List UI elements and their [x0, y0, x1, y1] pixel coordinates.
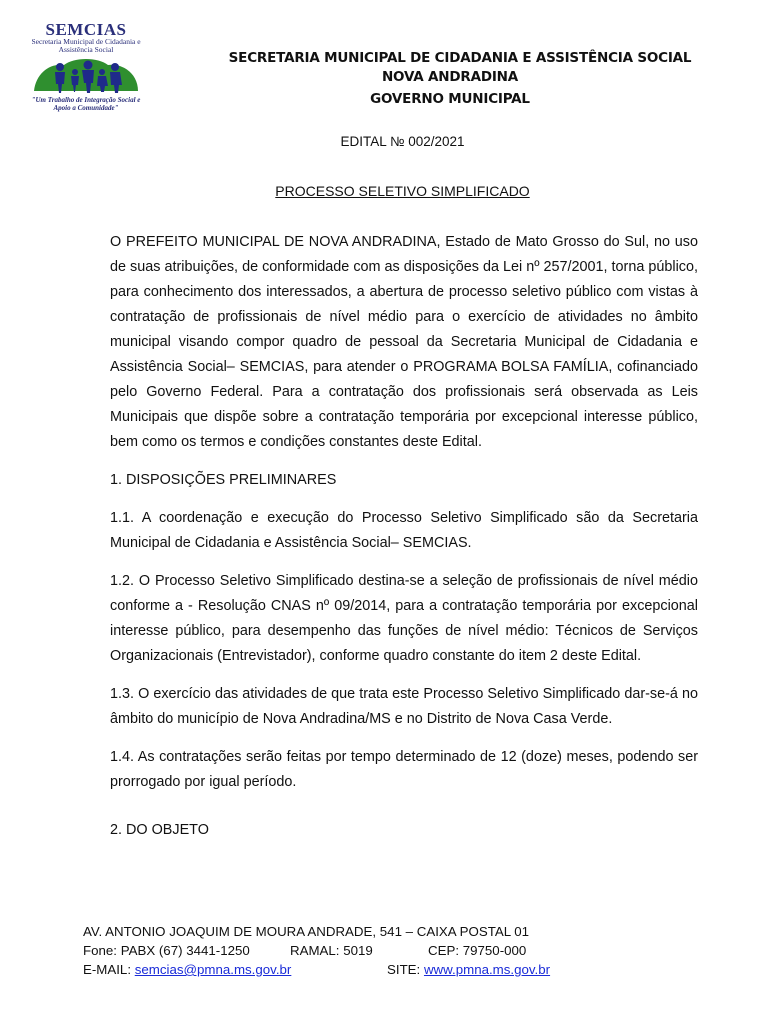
item-1-4: 1.4. As contratações serão feitas por tempo determinado de 12 (doze) meses, podendo ser prorrogado por igual período.: [110, 749, 698, 790]
family-emblem-icon: [30, 53, 142, 97]
item-1-3: 1.3. O exercício das atividades de que trata este Processo Seletivo Simplificado dar-se-á no âmbito do município de Nova Andradina/MS e no Distrito de Nova Casa Verde.: [110, 686, 698, 727]
footer-phone: Fone: PABX (67) 3441-1250: [83, 943, 250, 958]
intro-paragraph: O PREFEITO MUNICIPAL DE NOVA ANDRADINA, Estado de Mato Grosso do Sul, no uso de suas atribuições, de conformidade com as disposições da Lei nº 257/2001, torna público, para conhecimento dos interessados, a abertura de processo seletivo público com vistas à contratação de profissionais de nível médio para o exercício de atividades no âmbito municipal visando compor quadro de pessoal da Secretaria Municipal de Cidadania e Assistência Social– SEMCIAS, para atender o PROGRAMA BOLSA FAMÍLIA, cofinanciado pelo Governo Federal. Para a contratação dos profissionais será observada as Leis Municipais que dispõe sobre a contratação temporária por excepcional interesse público, bem como os termos e condições constantes deste Edital.: [110, 234, 698, 450]
item-1-1: 1.1. A coordenação e execução do Processo Seletivo Simplificado são da Secretaria Municipal de Cidadania e Assistência Social– SEMCIAS.: [110, 510, 698, 551]
footer-email-link[interactable]: semcias@pmna.ms.gov.br: [134, 962, 292, 977]
process-title: PROCESSO SELETIVO SIMPLIFICADO: [275, 183, 530, 199]
document-body: [110, 230, 698, 843]
header-secretaria: SECRETARIA MUNICIPAL DE CIDADANIA E ASSISTÊNCIA SOCIAL: [228, 50, 692, 66]
footer-ramal: RAMAL: 5019: [290, 943, 373, 958]
footer-contact-row: [83, 941, 643, 960]
logo-slogan-line2: Apoio a Comunidade": [53, 104, 119, 112]
edital-number: EDITAL № 002/2021: [340, 134, 465, 149]
logo-subtitle-line1: Secretaria Municipal de Cidadania e: [31, 37, 141, 46]
logo-slogan-line1: "Um Trabalho de Integração Social e: [31, 96, 141, 104]
item-1-2: 1.2. O Processo Seletivo Simplificado destina-se a seleção de profissionais de nível médio conforme a - Resolução CNAS nº 09/2014, para a contratação temporária por excepcional interesse público, para desempenho das funções de nível médio: Técnicos de Serviços Organizacionais (Entrevistador), conforme quadro constante do item 2 deste Edital.: [110, 573, 698, 664]
section-2-title: 2. DO OBJETO: [110, 822, 209, 838]
header-government: GOVERNO MUNICIPAL: [370, 91, 530, 107]
footer-address: AV. ANTONIO JOAQUIM DE MOURA ANDRADE, 541 – CAIXA POSTAL 01: [83, 924, 530, 939]
footer-web-row: [83, 960, 643, 979]
page-footer: [83, 922, 643, 979]
footer-cep: CEP: 79750-000: [428, 943, 527, 958]
footer-site-group: [387, 960, 550, 979]
semcias-logo: [16, 20, 156, 120]
section-1-title: 1. DISPOSIÇÕES PRELIMINARES: [110, 472, 337, 488]
header-city: NOVA ANDRADINA: [381, 69, 519, 85]
footer-email-label: E-MAIL:: [83, 962, 135, 977]
logo-subtitle-line2: Assistência Social: [58, 45, 114, 54]
footer-site-link[interactable]: www.pmna.ms.gov.br: [423, 962, 551, 977]
logo-brand: SEMCIAS: [45, 20, 127, 39]
footer-site-label: SITE:: [387, 962, 424, 977]
